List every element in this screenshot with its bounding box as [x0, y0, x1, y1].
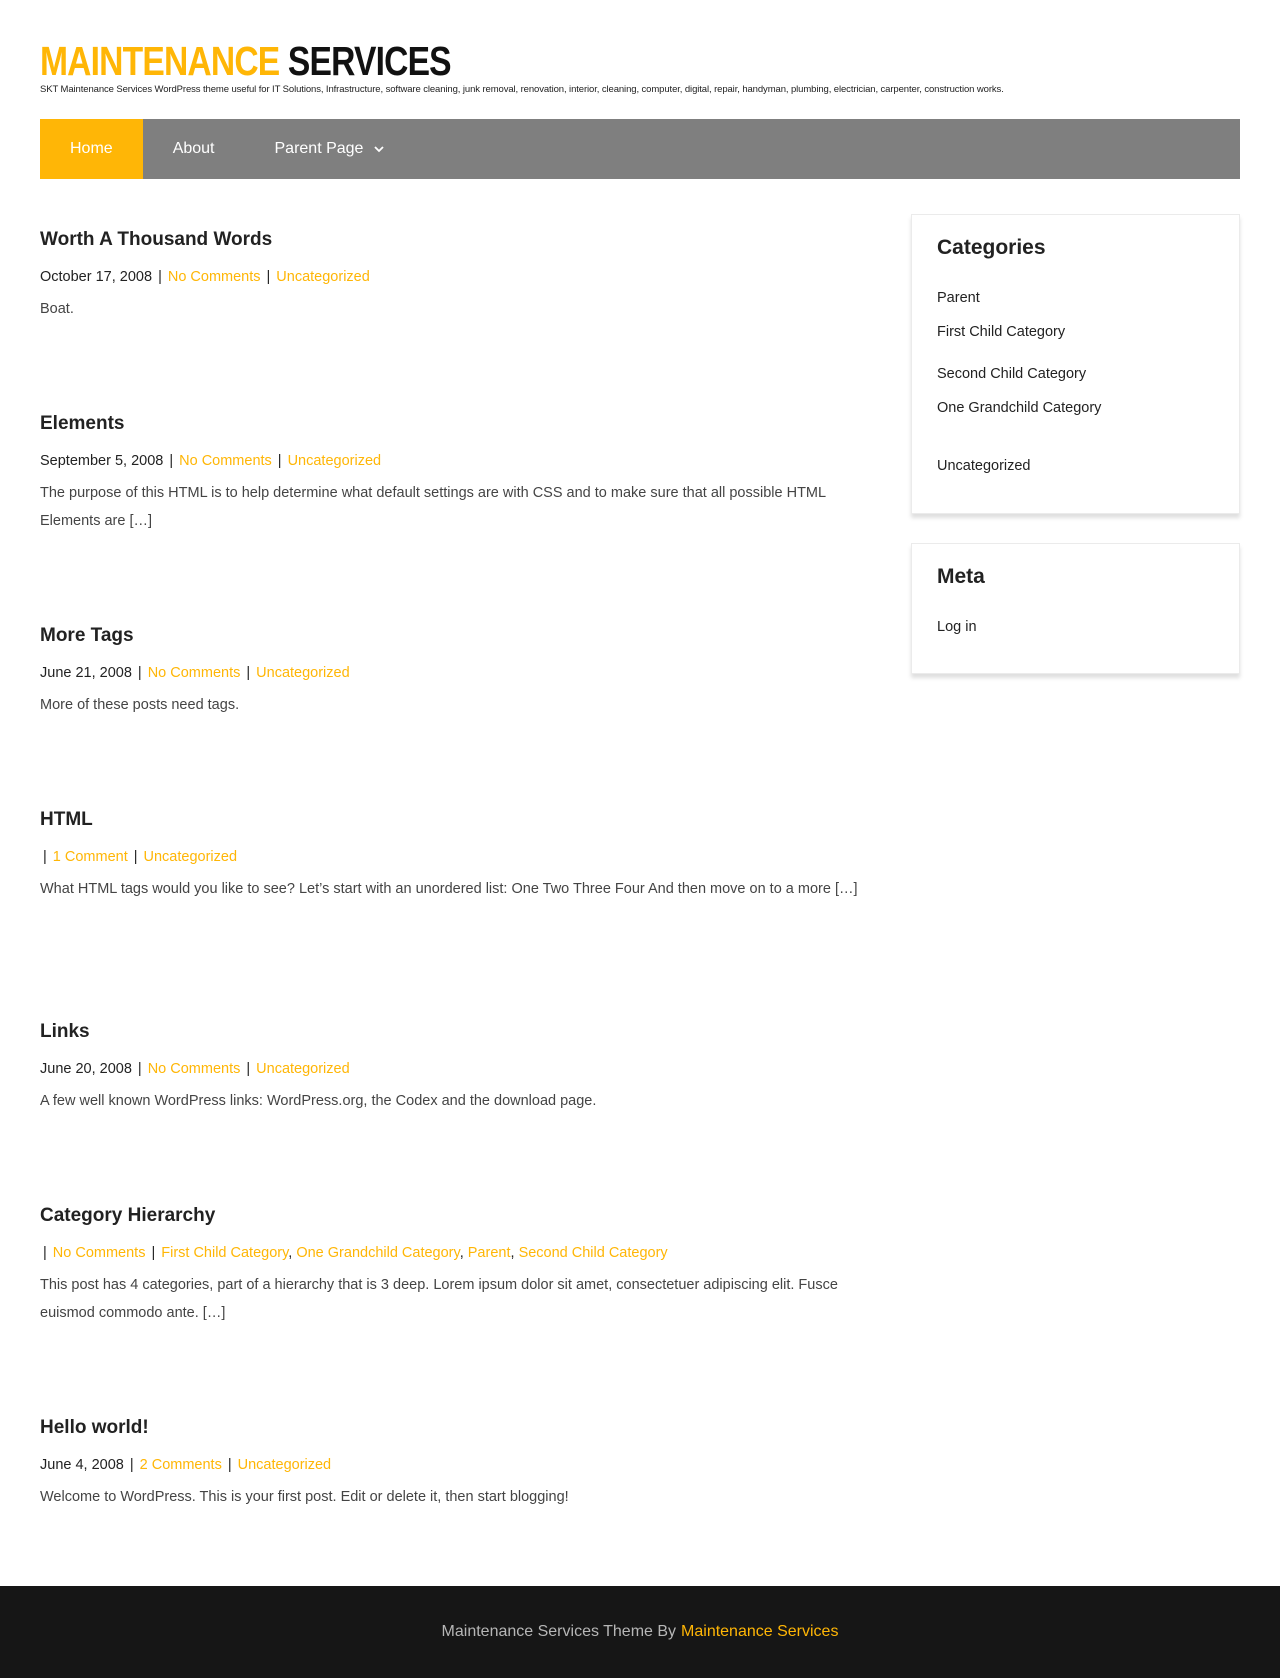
meta-separator: | [158, 269, 162, 285]
post-meta [40, 839, 860, 875]
nav-item-label: Parent Page [274, 140, 364, 157]
meta-separator: | [43, 1245, 47, 1261]
post-title[interactable]: Elements [40, 413, 125, 434]
footer-link[interactable]: Maintenance Services [681, 1623, 839, 1640]
post-comments-link[interactable]: No Comments [167, 269, 261, 285]
meta-separator: | [227, 1457, 232, 1473]
post-date: October 17, 2008 [40, 269, 153, 285]
site-tagline: SKT Maintenance Services WordPress theme useful for IT Solutions, Infrastructure, software cleaning, junk removal, renovation, interior, cleaning, computer, digital, repair, handyman, plumbing, electrician, carpenter, construction works. [40, 84, 1004, 95]
post-meta [40, 655, 860, 691]
post-item [40, 406, 860, 535]
post-excerpt: Welcome to WordPress. This is your first post. Edit or delete it, then start blogging! [40, 1489, 569, 1505]
post-category-link[interactable]: First Child Category [161, 1245, 289, 1261]
widget-title: Meta [937, 565, 985, 588]
post-comments-link[interactable]: 1 Comment [52, 849, 128, 865]
meta-widget [911, 543, 1240, 674]
post-comments-link[interactable]: No Comments [52, 1245, 146, 1261]
nav-item-label: Home [70, 140, 113, 157]
meta-separator: | [43, 849, 47, 865]
site-title[interactable] [40, 38, 1024, 84]
post-excerpt: What HTML tags would you like to see? Let’s start with an unordered list: One Two Three Four And then move on to a more […] [40, 881, 858, 897]
site-title-part2[interactable]: SERVICES [287, 38, 451, 84]
post-title[interactable]: Worth A Thousand Words [40, 229, 273, 250]
nav-item-home[interactable] [40, 119, 143, 179]
categories-list [937, 281, 1214, 483]
meta-separator: | [246, 1061, 251, 1077]
meta-separator: | [129, 1457, 134, 1473]
post-title[interactable]: Category Hierarchy [40, 1205, 216, 1226]
post-date: September 5, 2008 [40, 453, 164, 469]
post-category-link[interactable]: Uncategorized [256, 665, 350, 681]
nav-item-about[interactable] [143, 119, 245, 179]
category-item-one-grandchild[interactable]: One Grandchild Category [937, 400, 1102, 416]
post-comments-link[interactable]: No Comments [147, 665, 241, 681]
meta-separator: | [133, 849, 138, 865]
post-excerpt: Boat. [40, 301, 74, 317]
post-category-link[interactable]: Uncategorized [143, 849, 238, 865]
post-item [40, 802, 860, 903]
nav-item-label: About [172, 140, 215, 157]
post-title[interactable]: More Tags [40, 625, 134, 646]
post-item [40, 222, 860, 323]
meta-list [937, 610, 1214, 644]
post-comments-link[interactable]: No Comments [179, 453, 272, 469]
post-meta [40, 259, 860, 295]
post-category-link[interactable]: Uncategorized [276, 269, 370, 285]
chevron-down-icon[interactable] [373, 143, 385, 155]
post-category-link[interactable]: Parent [467, 1245, 511, 1261]
footer-text: Maintenance Services Theme By [441, 1623, 677, 1640]
post-item [40, 1014, 860, 1115]
category-item-second-child[interactable]: Second Child Category [937, 366, 1087, 382]
post-excerpt: More of these posts need tags. [40, 697, 240, 713]
post-item [40, 618, 860, 719]
main-navigation [40, 119, 1240, 179]
meta-separator: | [246, 665, 251, 681]
meta-separator: | [137, 665, 142, 681]
post-excerpt: This post has 4 categories, part of a hierarchy that is 3 deep. Lorem ipsum dolor sit amet, consectetuer adipiscing elit. Fusce euismod commodo ante. […] [40, 1277, 838, 1321]
site-title-part1[interactable]: MAINTENANCE [40, 38, 280, 84]
meta-separator: | [277, 453, 282, 469]
post-category-link[interactable]: Uncategorized [256, 1061, 350, 1077]
meta-separator: | [137, 1061, 142, 1077]
post-comments-link[interactable]: No Comments [147, 1061, 241, 1077]
post-meta [40, 443, 860, 479]
post-category-link[interactable]: Second Child Category [518, 1245, 668, 1261]
nav-item-parent-page[interactable] [245, 119, 416, 179]
post-excerpt: The purpose of this HTML is to help determine what default settings are with CSS and to make sure that all possible HTML Elements are […] [40, 485, 826, 529]
widget-title: Categories [937, 236, 1046, 259]
post-category-link[interactable]: Uncategorized [287, 453, 382, 469]
post-title[interactable]: HTML [40, 809, 93, 830]
post-category-link[interactable]: One Grandchild Category [296, 1245, 460, 1261]
meta-separator: | [266, 269, 271, 285]
post-category-link[interactable]: Uncategorized [237, 1457, 332, 1473]
post-meta [40, 1051, 860, 1087]
meta-item-log-in[interactable]: Log in [937, 619, 977, 635]
category-item-parent[interactable]: Parent [937, 290, 980, 306]
post-meta [40, 1447, 860, 1483]
category-item-first-child[interactable]: First Child Category [937, 324, 1066, 340]
post-meta: | No Comments | First Child Category, One Grandchild Category, Parent, Second Child Category [43, 1245, 668, 1261]
meta-separator: | [151, 1245, 156, 1261]
post-item [40, 1198, 860, 1327]
category-item-uncategorized[interactable]: Uncategorized [937, 458, 1031, 474]
post-title[interactable]: Links [40, 1021, 90, 1042]
post-excerpt: A few well known WordPress links: WordPress.org, the Codex and the download page. [40, 1093, 597, 1109]
post-item [40, 1410, 860, 1511]
post-date: June 21, 2008 [40, 665, 132, 681]
post-comments-link[interactable]: 2 Comments [139, 1457, 222, 1473]
site-footer [0, 1586, 1280, 1678]
site-header [40, 38, 1240, 95]
post-date: June 4, 2008 [40, 1457, 124, 1473]
meta-separator: | [169, 453, 174, 469]
post-title[interactable]: Hello world! [40, 1417, 149, 1438]
categories-widget [911, 214, 1240, 514]
post-date: June 20, 2008 [40, 1061, 132, 1077]
